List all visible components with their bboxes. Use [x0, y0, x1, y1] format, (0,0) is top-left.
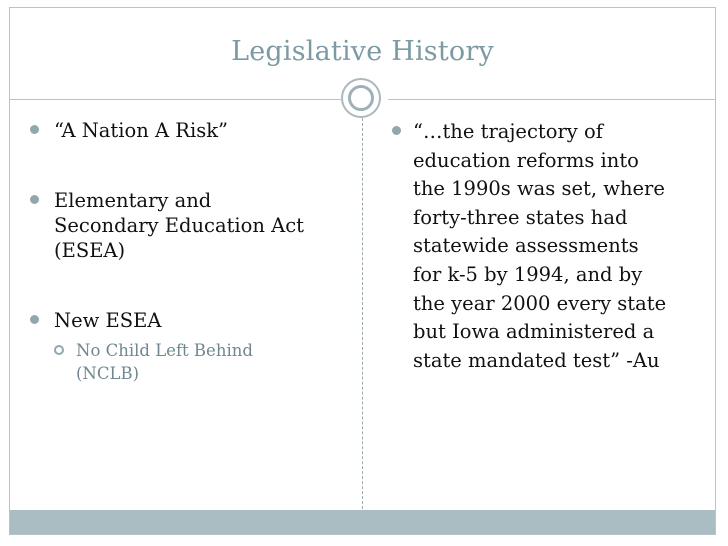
right-column [388, 118, 704, 375]
quote-line: forty-three states had [413, 205, 628, 229]
sub-bullet-nclb [26, 339, 344, 385]
filled-circle-bullet-icon [30, 125, 39, 134]
double-ring-ornament-icon [341, 78, 381, 118]
hollow-circle-bullet-icon [54, 345, 64, 355]
sub-bullet-text: (NCLB) [76, 364, 140, 383]
bullet-esea [26, 188, 344, 263]
bullet-text: New ESEA [54, 309, 162, 332]
left-column [26, 118, 344, 385]
column-divider [362, 118, 363, 509]
slide-title: Legislative History [231, 36, 494, 67]
bullet-new-esea [26, 308, 344, 333]
filled-circle-bullet-icon [30, 315, 39, 324]
quote-line: the year 2000 every state [413, 291, 667, 315]
bullet-text: “A Nation A Risk” [54, 119, 228, 142]
quote-line: but Iowa administered a [413, 320, 655, 344]
filled-circle-bullet-icon [30, 195, 39, 204]
bullet-nation-at-risk [26, 118, 344, 143]
ring-inner [348, 85, 374, 111]
quote-line: statewide assessments [413, 234, 639, 258]
quote-line: the 1990s was set, where [413, 177, 665, 201]
filled-circle-bullet-icon [392, 126, 401, 135]
quote-line: education reforms into [413, 148, 639, 172]
title-rule-left [10, 99, 341, 100]
bullet-text: Elementary and [54, 189, 212, 212]
bullet-text: Secondary Education Act [54, 214, 304, 237]
quote-line: for k-5 by 1994, and by [413, 262, 643, 286]
quote-line: “…the trajectory of [413, 120, 603, 143]
bullet-text: (ESEA) [54, 239, 126, 262]
sub-bullet-text: No Child Left Behind [76, 341, 253, 360]
quote-bullet [388, 118, 704, 375]
bottom-accent-band [10, 510, 715, 534]
quote-line: state mandated test” -Au [413, 348, 660, 372]
title-rule-right [388, 99, 715, 100]
